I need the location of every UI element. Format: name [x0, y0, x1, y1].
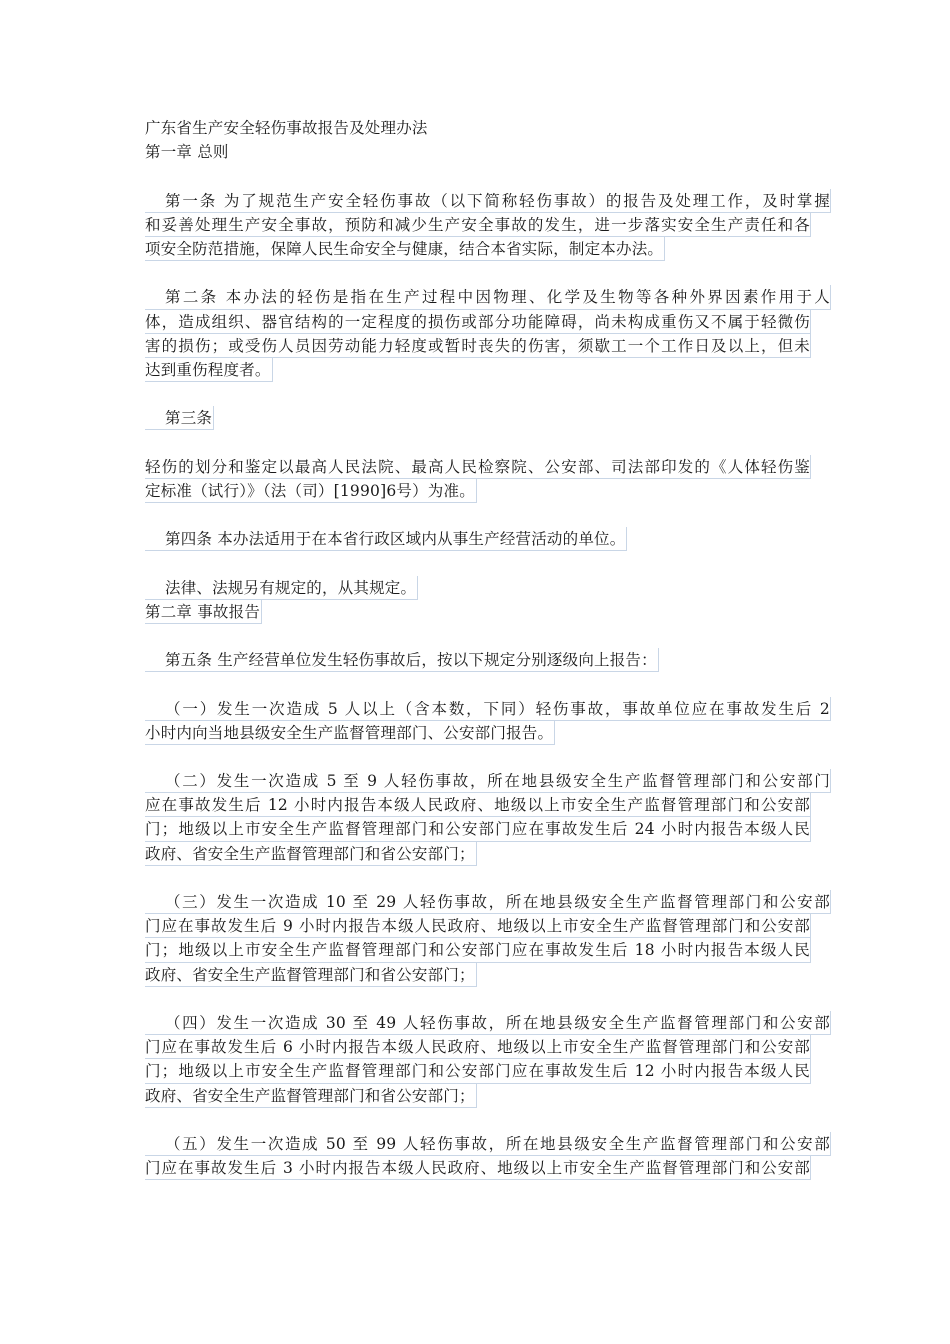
- item-4-line-1: （四）发生一次造成 30 至 49 人轻伤事故，所在地县级安全生产监督管理部门和公安部: [145, 1011, 831, 1035]
- item-2-line-3: 门；地级以上市安全生产监督管理部门和公安部门应在事故发生后 24 小时内报告本级人民: [145, 817, 811, 841]
- document-title: 广东省生产安全轻伤事故报告及处理办法: [145, 119, 428, 137]
- article-4-note: 法律、法规另有规定的，从其规定。: [145, 576, 418, 600]
- article-2-line-4: 达到重伤程度者。: [145, 358, 273, 382]
- item-4-line-4: 政府、省安全生产监督管理部门和省公安部门；: [145, 1084, 477, 1108]
- item-3-line-2: 门应在事故发生后 9 小时内报告本级人民政府、地级以上市安全生产监督管理部门和公安部: [145, 914, 811, 938]
- article-2-line-3: 害的损伤；或受伤人员因劳动能力轻度或暂时丧失的伤害，须歇工一个工作日及以上，但未: [145, 334, 811, 358]
- item-4-line-3: 门；地级以上市安全生产监督管理部门和公安部门应在事故发生后 12 小时内报告本级人民: [145, 1059, 811, 1083]
- item-5-line-1: （五）发生一次造成 50 至 99 人轻伤事故，所在地县级安全生产监督管理部门和公安部: [145, 1132, 831, 1156]
- article-1-line-3: 项安全防范措施，保障人民生命安全与健康，结合本省实际，制定本办法。: [145, 237, 665, 261]
- chapter-2-heading: 第二章 事故报告: [145, 600, 262, 624]
- item-1-line-2: 小时内向当地县级安全生产监督管理部门、公安部门报告。: [145, 721, 555, 745]
- item-2-line-1: （二）发生一次造成 5 至 9 人轻伤事故，所在地县级安全生产监督管理部门和公安部门: [145, 769, 831, 793]
- chapter-1-heading: 第一章 总则: [145, 143, 229, 162]
- article-3-line-2: 定标准（试行）》（法（司）[1990]6号）为准。: [145, 479, 477, 503]
- article-1-line-1: 第一条 为了规范生产安全轻伤事故（以下简称轻伤事故）的报告及处理工作，及时掌握: [145, 189, 831, 213]
- document-body: [145, 116, 830, 1180]
- item-4-line-2: 门应在事故发生后 6 小时内报告本级人民政府、地级以上市安全生产监督管理部门和公安部: [145, 1035, 811, 1059]
- article-3-heading: 第三条: [145, 406, 214, 430]
- article-2-line-2: 体，造成组织、器官结构的一定程度的损伤或部分功能障碍，尚未构成重伤又不属于轻微伤: [145, 310, 811, 334]
- article-5: 第五条 生产经营单位发生轻伤事故后，按以下规定分别逐级向上报告：: [145, 648, 659, 672]
- article-2-line-1: 第二条 本办法的轻伤是指在生产过程中因物理、化学及生物等各种外界因素作用于人: [145, 285, 831, 309]
- item-3-line-4: 政府、省安全生产监督管理部门和省公安部门；: [145, 963, 477, 987]
- item-2-line-4: 政府、省安全生产监督管理部门和省公安部门；: [145, 842, 477, 866]
- item-1-line-1: （一）发生一次造成 5 人以上（含本数，下同）轻伤事故，事故单位应在事故发生后 2: [145, 697, 831, 721]
- article-4: 第四条 本办法适用于在本省行政区域内从事生产经营活动的单位。: [145, 527, 627, 551]
- article-1-line-2: 和妥善处理生产安全事故，预防和减少生产安全事故的发生，进一步落实安全生产责任和各: [145, 213, 811, 237]
- item-3-line-3: 门；地级以上市安全生产监督管理部门和公安部门应在事故发生后 18 小时内报告本级人民: [145, 938, 811, 962]
- item-5-line-2: 门应在事故发生后 3 小时内报告本级人民政府、地级以上市安全生产监督管理部门和公安部: [145, 1156, 811, 1180]
- item-3-line-1: （三）发生一次造成 10 至 29 人轻伤事故，所在地县级安全生产监督管理部门和公安部: [145, 890, 831, 914]
- article-3-line-1: 轻伤的划分和鉴定以最高人民法院、最高人民检察院、公安部、司法部印发的《人体轻伤鉴: [145, 455, 811, 479]
- item-2-line-2: 应在事故发生后 12 小时内报告本级人民政府、地级以上市安全生产监督管理部门和公安部: [145, 793, 811, 817]
